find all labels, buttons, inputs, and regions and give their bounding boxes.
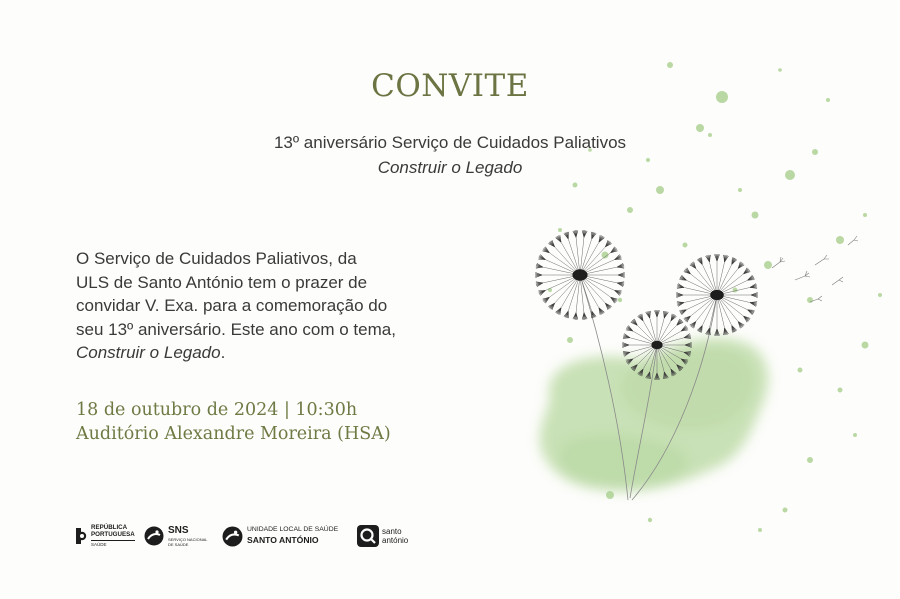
sns-symbol-icon [144,526,164,546]
event-details [76,398,391,446]
uls-symbol-icon [222,526,243,547]
theme-period: . [220,343,226,362]
dandelion-head [622,310,692,380]
invitation-line-theme [76,341,436,365]
partner-logos [76,520,436,552]
invitation-line: O Serviço de Cuidados Paliativos, da [76,249,357,268]
flag-shield-icon [76,528,88,544]
sns-sub2: DE SAÚDE [168,541,189,547]
santo-antonio-logo [357,520,408,552]
dandelion-head [535,230,625,320]
republica-portuguesa-logo [76,520,135,552]
event-venue: Auditório Alexandre Moreira (HSA) [76,424,391,444]
uls-santo-antonio-logo [222,520,338,552]
event-subtitle: 13º aniversário Serviço de Cuidados Paliativos [273,133,627,152]
page-title: CONVITE [371,68,529,104]
sns-logo [144,520,208,552]
republica-line1: REPÚBLICA [91,523,128,531]
santo-antonio-symbol-icon [357,525,379,547]
sns-title: SNS [168,524,189,536]
dandelion-head [676,254,758,336]
republica-line2: PORTUGUESA [91,530,135,538]
santo-antonio-line1: santo [382,526,402,536]
invitation-line: convidar V. Exa. para a comemoração do [76,296,388,315]
sns-sub1: SERVIÇO NACIONAL [168,536,208,542]
republica-line3: SAÚDE [91,541,107,547]
invitation-line: seu 13º aniversário. Este ano com o tema, [76,319,396,339]
uls-line2: SANTO ANTÓNIO [247,535,319,546]
invitation-line: ULS de Santo António tem o prazer de [76,272,368,292]
santo-antonio-line2: antónio [382,535,409,545]
invitation-text [76,247,436,365]
event-theme: Construir o Legado [377,158,523,177]
watercolor-blob [540,338,769,492]
uls-line1: UNIDADE LOCAL DE SAÚDE [247,526,339,534]
theme-italic: Construir o Legado [76,343,221,362]
dandelion-illustration [510,40,900,560]
floating-seeds [772,236,858,302]
event-date-time: 18 de outubro de 2024 | 10:30h [76,400,358,420]
